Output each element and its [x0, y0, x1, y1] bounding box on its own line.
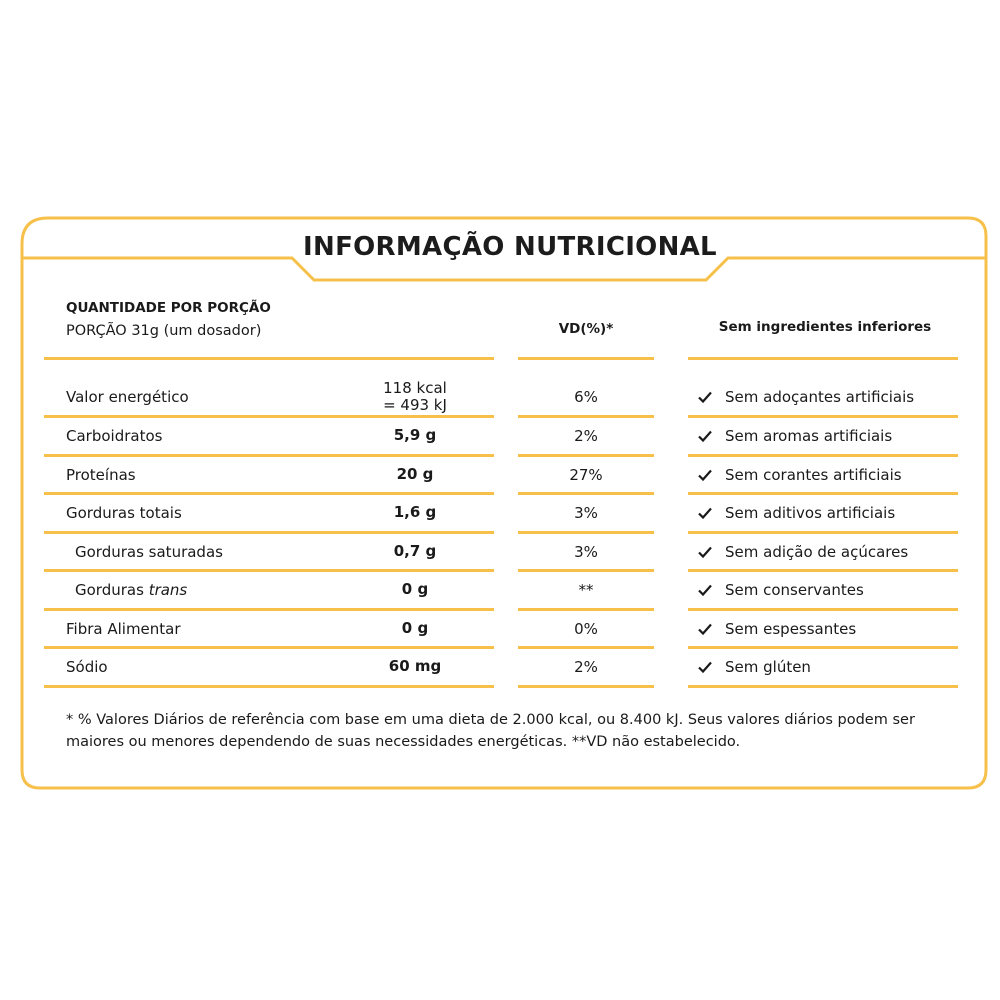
- claim-item: [697, 493, 957, 532]
- claim-text: Sem conservantes: [725, 580, 864, 599]
- footnote: * % Valores Diários de referência com base em uma dieta de 2.000 kcal, ou 8.400 kJ. Seus valores diários podem ser maiores ou menores dependendo de suas necessidades energéticas. **VD não estabelecido.: [66, 712, 915, 750]
- claim-item: [697, 570, 957, 609]
- nutrient-amount: 20 g: [396, 465, 434, 484]
- nutrient-name: Gorduras totais: [66, 503, 182, 522]
- claim-text: Sem espessantes: [725, 619, 857, 638]
- page-title: INFORMAÇÃO NUTRICIONAL: [303, 232, 717, 262]
- energy-kcal: 118 kcal: [383, 379, 447, 397]
- claim-text: Sem adoçantes artificiais: [725, 387, 915, 406]
- nutrient-vd: 2%: [574, 657, 598, 676]
- divider-rule: [44, 357, 494, 360]
- table-row: [0, 532, 1000, 571]
- energy-kj: = 493 kJ: [383, 395, 447, 414]
- nutrient-name: Gorduras saturadas: [75, 542, 223, 561]
- nutrient-vd: 0%: [574, 619, 598, 638]
- claim-item: [697, 609, 957, 648]
- nutrient-name: Fibra Alimentar: [66, 619, 181, 638]
- nutrient-vd: 6%: [574, 387, 598, 406]
- vd-heading: VD(%)*: [558, 321, 614, 337]
- nutrient-name: Valor energético: [66, 387, 189, 406]
- serving-heading: QUANTIDADE POR PORÇÃO: [66, 300, 271, 316]
- nutrient-vd: 3%: [574, 503, 598, 522]
- divider-rule: [688, 357, 958, 360]
- claim-text: Sem aditivos artificiais: [725, 503, 896, 522]
- serving-size: PORÇÃO 31g (um dosador): [66, 323, 262, 339]
- nutrient-vd: 3%: [574, 542, 598, 561]
- table-row: [0, 609, 1000, 648]
- nutrient-amount: 0 g: [401, 580, 429, 599]
- nutrient-name: Sódio: [66, 657, 108, 676]
- nutrient-vd: **: [578, 580, 594, 599]
- claim-item: [697, 416, 957, 455]
- divider-rule: [518, 357, 654, 360]
- name-italic: trans: [148, 580, 188, 599]
- claim-item: [697, 455, 957, 494]
- table-row: [0, 570, 1000, 609]
- name-prefix: Gorduras: [75, 580, 149, 599]
- nutrient-name: Carboidratos: [66, 426, 163, 445]
- claim-item: [697, 532, 957, 571]
- nutrient-name: Proteínas: [66, 465, 136, 484]
- nutrient-amount: 0 g: [401, 619, 429, 638]
- table-row: [0, 416, 1000, 455]
- check-icon: [697, 468, 717, 482]
- table-row: [0, 455, 1000, 494]
- table-row: [0, 493, 1000, 532]
- table-row: [0, 647, 1000, 686]
- check-icon: [697, 583, 717, 597]
- check-icon: [697, 660, 717, 674]
- check-icon: [697, 390, 717, 404]
- nutrient-vd: 27%: [569, 465, 603, 484]
- nutrient-name: [75, 570, 325, 609]
- check-icon: [697, 545, 717, 559]
- claim-item: [697, 647, 957, 686]
- claim-item: [697, 377, 957, 416]
- claim-text: Sem corantes artificiais: [725, 465, 902, 484]
- check-icon: [697, 506, 717, 520]
- nutrient-amount: 0,7 g: [393, 542, 437, 561]
- claim-text: Sem adição de açúcares: [725, 542, 909, 561]
- claim-text: Sem aromas artificiais: [725, 426, 893, 445]
- claims-heading: Sem ingredientes inferiores: [718, 319, 932, 335]
- check-icon: [697, 622, 717, 636]
- table-row: [0, 377, 1000, 416]
- nutrient-vd: 2%: [574, 426, 598, 445]
- nutrient-amount: 5,9 g: [393, 426, 437, 445]
- check-icon: [697, 429, 717, 443]
- nutrient-amount: [340, 377, 490, 416]
- claim-text: Sem glúten: [725, 657, 811, 676]
- nutrient-amount: 1,6 g: [393, 503, 437, 522]
- nutrient-amount: 60 mg: [388, 657, 442, 676]
